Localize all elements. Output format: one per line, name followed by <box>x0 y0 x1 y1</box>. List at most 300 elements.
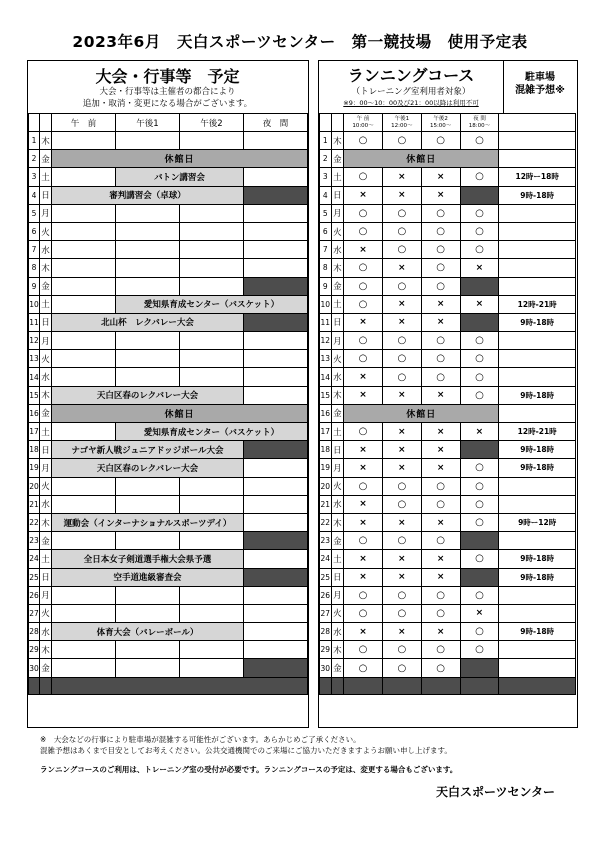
weekday: 木 <box>40 513 52 531</box>
empty-cell <box>52 332 116 350</box>
availability-mark: ○ <box>344 350 383 368</box>
weekday: 土 <box>40 550 52 568</box>
parking-forecast <box>499 604 576 622</box>
day-number: 27 <box>320 604 332 622</box>
availability-mark: × <box>382 386 421 404</box>
day-number: 15 <box>320 386 332 404</box>
availability-mark: × <box>344 568 383 586</box>
day-number: 7 <box>320 241 332 259</box>
empty-cell <box>52 641 116 659</box>
empty-cell <box>244 204 308 222</box>
unavailable-cell <box>460 568 499 586</box>
availability-mark: ○ <box>344 295 383 313</box>
availability-mark: × <box>382 168 421 186</box>
availability-mark: × <box>421 459 460 477</box>
weekday: 金 <box>331 532 344 550</box>
availability-mark: × <box>382 186 421 204</box>
table-row <box>29 586 308 604</box>
availability-mark: × <box>382 550 421 568</box>
weekday: 月 <box>331 459 344 477</box>
availability-mark: ○ <box>460 586 499 604</box>
unavailable-cell <box>244 186 308 204</box>
running-header-row <box>320 114 576 132</box>
empty-cell <box>244 386 308 404</box>
table-row <box>29 423 308 441</box>
empty-cell <box>180 204 244 222</box>
parking-forecast: 12時ー18時 <box>499 168 576 186</box>
unavailable-cell <box>460 277 499 295</box>
day-number: 26 <box>29 586 40 604</box>
table-row <box>320 150 576 168</box>
weekday: 日 <box>40 568 52 586</box>
availability-mark: ○ <box>344 532 383 550</box>
weekday: 月 <box>331 332 344 350</box>
availability-mark: ○ <box>344 222 383 240</box>
parking-forecast <box>499 241 576 259</box>
parking-forecast <box>499 368 576 386</box>
weekday: 水 <box>331 495 344 513</box>
header-name: 午後2 <box>433 116 448 122</box>
availability-mark: ○ <box>460 222 499 240</box>
table-row <box>320 623 576 641</box>
empty-cell <box>116 368 180 386</box>
table-row <box>29 259 308 277</box>
availability-mark: ○ <box>421 659 460 677</box>
empty-cell <box>244 459 308 477</box>
day-number: 8 <box>320 259 332 277</box>
parking-heading-line2: 混雑予想※ <box>515 85 565 96</box>
weekday: 火 <box>40 350 52 368</box>
availability-mark: ○ <box>460 477 499 495</box>
empty-cell <box>244 259 308 277</box>
unavailable-cell <box>460 186 499 204</box>
empty-cell <box>52 204 116 222</box>
availability-mark: ○ <box>382 277 421 295</box>
empty-cell <box>320 677 332 694</box>
table-row <box>320 550 576 568</box>
availability-mark: × <box>344 623 383 641</box>
weekday: 月 <box>331 586 344 604</box>
event-cell: バトン講習会 <box>116 168 244 186</box>
empty-cell <box>52 350 116 368</box>
empty-cell <box>52 368 116 386</box>
empty-cell <box>116 222 180 240</box>
day-number: 24 <box>320 550 332 568</box>
availability-mark: ○ <box>460 550 499 568</box>
table-row <box>29 313 308 331</box>
availability-mark: ○ <box>421 241 460 259</box>
empty-cell <box>244 350 308 368</box>
availability-mark: ○ <box>382 350 421 368</box>
empty-cell <box>116 532 180 550</box>
event-cell: 天白区春のレクバレー大会 <box>52 459 244 477</box>
availability-mark: ○ <box>421 132 460 150</box>
day-number: 5 <box>320 204 332 222</box>
parking-forecast <box>499 132 576 150</box>
empty-cell <box>29 677 40 694</box>
availability-mark: × <box>460 259 499 277</box>
availability-mark: × <box>421 441 460 459</box>
empty-cell <box>244 368 308 386</box>
availability-mark: ○ <box>460 623 499 641</box>
parking-forecast: 9時-18時 <box>499 568 576 586</box>
availability-mark: × <box>344 368 383 386</box>
availability-mark: ○ <box>421 586 460 604</box>
parking-forecast <box>499 204 576 222</box>
unavailable-cell <box>244 313 308 331</box>
day-number: 9 <box>320 277 332 295</box>
empty-cell <box>180 132 244 150</box>
weekday: 土 <box>40 423 52 441</box>
weekday: 月 <box>40 459 52 477</box>
closed-cell: 休館日 <box>52 404 308 422</box>
table-row <box>320 641 576 659</box>
availability-mark: × <box>382 513 421 531</box>
availability-mark: × <box>460 423 499 441</box>
running-subheading: （トレーニング室利用者対象） <box>351 87 471 97</box>
table-row <box>29 295 308 313</box>
day-number: 11 <box>29 313 40 331</box>
day-number: 24 <box>29 550 40 568</box>
availability-mark: × <box>344 386 383 404</box>
header-afternoon2: 午後2 <box>180 114 244 132</box>
empty-cell <box>116 586 180 604</box>
parking-forecast <box>499 641 576 659</box>
weekday: 土 <box>331 295 344 313</box>
availability-mark: × <box>421 313 460 331</box>
weekday: 木 <box>331 641 344 659</box>
empty-cell <box>244 495 308 513</box>
empty-cell <box>40 677 52 694</box>
empty-cell <box>116 641 180 659</box>
weekday: 月 <box>40 586 52 604</box>
empty-cell <box>244 477 308 495</box>
organization-name: 天白スポーツセンター <box>435 785 555 799</box>
weekday: 火 <box>40 222 52 240</box>
table-row <box>29 386 308 404</box>
running-heading: ランニングコース <box>347 66 475 85</box>
availability-mark: ○ <box>460 513 499 531</box>
availability-mark: ○ <box>421 604 460 622</box>
parking-forecast <box>499 222 576 240</box>
day-number: 17 <box>320 423 332 441</box>
empty-cell <box>244 586 308 604</box>
empty-cell <box>116 477 180 495</box>
table-row <box>29 132 308 150</box>
table-row <box>29 222 308 240</box>
availability-mark: ○ <box>382 659 421 677</box>
day-number: 13 <box>29 350 40 368</box>
weekday: 金 <box>40 532 52 550</box>
header-time: 15:00～ <box>429 122 452 129</box>
weekday: 日 <box>40 441 52 459</box>
day-number: 29 <box>320 641 332 659</box>
day-number: 16 <box>320 404 332 422</box>
header-night: 夜 間 <box>244 114 308 132</box>
parking-heading <box>503 61 576 113</box>
weekday: 水 <box>40 495 52 513</box>
availability-mark: ○ <box>460 132 499 150</box>
availability-mark: ○ <box>382 604 421 622</box>
empty-cell <box>244 168 308 186</box>
availability-mark: × <box>382 459 421 477</box>
weekday: 火 <box>331 477 344 495</box>
availability-mark: ○ <box>460 204 499 222</box>
weekday: 金 <box>40 404 52 422</box>
running-panel <box>318 60 578 728</box>
unavailable-cell <box>460 441 499 459</box>
header-name: 午後1 <box>394 116 410 122</box>
table-row <box>320 168 576 186</box>
table-row <box>29 568 308 586</box>
events-panel <box>27 60 309 728</box>
availability-mark: × <box>344 441 383 459</box>
weekday: 日 <box>40 186 52 204</box>
parking-forecast: 9時-18時 <box>499 550 576 568</box>
availability-mark: ○ <box>344 659 383 677</box>
availability-mark: ○ <box>460 459 499 477</box>
table-row <box>29 168 308 186</box>
parking-forecast: 9時-18時 <box>499 313 576 331</box>
parking-heading-line1: 駐車場 <box>525 72 555 83</box>
day-number: 19 <box>320 459 332 477</box>
availability-mark: × <box>421 186 460 204</box>
empty-cell <box>180 259 244 277</box>
parking-forecast: 9時-18時 <box>499 459 576 477</box>
events-heading: 大会・行事等 予定 <box>95 67 240 86</box>
empty-cell <box>180 241 244 259</box>
empty-cell <box>244 513 308 531</box>
page-title: 2023年6月 天白スポーツセンター 第一競技場 使用予定表 <box>72 33 528 51</box>
event-cell: 愛知県育成センター（バスケット） <box>116 295 308 313</box>
table-row <box>320 423 576 441</box>
unavailable-cell <box>244 659 308 677</box>
availability-mark: ○ <box>460 368 499 386</box>
table-row <box>29 532 308 550</box>
parking-forecast: 9時-18時 <box>499 623 576 641</box>
header-time: 18:00～ <box>468 122 491 129</box>
availability-mark: ○ <box>344 277 383 295</box>
availability-mark: ○ <box>421 277 460 295</box>
weekday: 日 <box>331 441 344 459</box>
empty-cell <box>52 604 116 622</box>
availability-mark: × <box>382 313 421 331</box>
day-number: 25 <box>29 568 40 586</box>
availability-mark: × <box>344 550 383 568</box>
availability-mark: ○ <box>421 204 460 222</box>
empty-cell <box>52 586 116 604</box>
day-number: 13 <box>320 350 332 368</box>
availability-mark: × <box>344 459 383 477</box>
availability-mark: ○ <box>382 477 421 495</box>
weekday: 水 <box>40 241 52 259</box>
weekday: 土 <box>331 168 344 186</box>
events-note-line2: 追加・取消・変更になる場合がございます。 <box>82 99 253 109</box>
event-cell: ナゴヤ新人戦ジュニアドッジボール大会 <box>52 441 244 459</box>
empty-cell <box>244 132 308 150</box>
empty-cell <box>244 641 308 659</box>
table-row <box>320 132 576 150</box>
empty-cell <box>116 604 180 622</box>
table-row <box>29 550 308 568</box>
table-row <box>320 459 576 477</box>
table-row <box>29 404 308 422</box>
empty-cell <box>52 423 116 441</box>
availability-mark: ○ <box>344 423 383 441</box>
day-number: 22 <box>29 513 40 531</box>
empty-cell <box>52 295 116 313</box>
event-cell: 体育大会（バレーボール） <box>52 623 244 641</box>
parking-forecast: 9時-18時 <box>499 186 576 204</box>
footnote-2: 混雑予想はあくまで目安としてお考えください。公共交通機関でのご来場にご協力いただきますようお願い申し上げます。 <box>40 746 452 755</box>
table-row <box>320 222 576 240</box>
availability-mark: ○ <box>460 332 499 350</box>
weekday: 土 <box>331 550 344 568</box>
table-row <box>29 368 308 386</box>
day-number: 21 <box>320 495 332 513</box>
availability-mark: ○ <box>460 168 499 186</box>
parking-forecast <box>499 277 576 295</box>
table-row <box>29 186 308 204</box>
empty-cell <box>116 241 180 259</box>
header-night <box>460 114 499 132</box>
parking-forecast: 12時-21時 <box>499 295 576 313</box>
table-row <box>29 150 308 168</box>
parking-forecast <box>499 477 576 495</box>
weekday: 土 <box>40 168 52 186</box>
availability-mark: ○ <box>382 641 421 659</box>
availability-mark: ○ <box>344 477 383 495</box>
parking-forecast <box>499 332 576 350</box>
day-number: 1 <box>320 132 332 150</box>
day-number: 29 <box>29 641 40 659</box>
weekday: 火 <box>331 222 344 240</box>
empty-cell <box>244 222 308 240</box>
availability-mark: × <box>382 623 421 641</box>
availability-mark: ○ <box>344 332 383 350</box>
availability-mark: × <box>382 441 421 459</box>
empty-cell <box>116 132 180 150</box>
availability-mark: ○ <box>382 332 421 350</box>
empty-cell <box>116 332 180 350</box>
empty-cell <box>52 659 116 677</box>
day-number: 8 <box>29 259 40 277</box>
table-row <box>29 241 308 259</box>
unavailable-cell <box>244 532 308 550</box>
table-row <box>320 386 576 404</box>
table-row <box>320 332 576 350</box>
weekday: 水 <box>331 241 344 259</box>
table-row <box>320 295 576 313</box>
empty-cell <box>52 259 116 277</box>
weekday: 月 <box>40 332 52 350</box>
day-number: 27 <box>29 604 40 622</box>
availability-mark: ○ <box>460 241 499 259</box>
empty-cell <box>52 168 116 186</box>
empty-cell <box>52 677 308 694</box>
day-number: 16 <box>29 404 40 422</box>
availability-mark: ○ <box>421 477 460 495</box>
table-row <box>320 677 576 694</box>
availability-mark: × <box>344 495 383 513</box>
availability-mark: × <box>382 259 421 277</box>
empty-cell <box>382 677 421 694</box>
availability-mark: ○ <box>460 386 499 404</box>
day-number: 7 <box>29 241 40 259</box>
availability-mark: ○ <box>421 368 460 386</box>
empty-cell <box>421 677 460 694</box>
header-afternoon1 <box>382 114 421 132</box>
day-number: 14 <box>29 368 40 386</box>
weekday: 金 <box>331 659 344 677</box>
table-row <box>320 441 576 459</box>
empty-cell <box>116 259 180 277</box>
availability-mark: ○ <box>421 641 460 659</box>
day-number: 18 <box>29 441 40 459</box>
weekday: 日 <box>331 568 344 586</box>
header-blank <box>499 114 576 132</box>
parking-forecast <box>499 404 576 422</box>
empty-cell <box>180 659 244 677</box>
event-cell: 全日本女子剣道選手権大会県予選 <box>52 550 244 568</box>
availability-mark: × <box>382 423 421 441</box>
empty-cell <box>180 495 244 513</box>
day-number: 9 <box>29 277 40 295</box>
header-morning: 午 前 <box>52 114 116 132</box>
table-row <box>29 641 308 659</box>
weekday: 土 <box>331 423 344 441</box>
day-number: 2 <box>29 150 40 168</box>
availability-mark: ○ <box>460 641 499 659</box>
day-number: 2 <box>320 150 332 168</box>
availability-mark: × <box>344 186 383 204</box>
table-row <box>320 513 576 531</box>
table-row <box>29 441 308 459</box>
empty-cell <box>244 550 308 568</box>
unavailable-cell <box>244 277 308 295</box>
header-morning <box>344 114 383 132</box>
availability-mark: × <box>421 550 460 568</box>
table-row <box>320 368 576 386</box>
weekday: 木 <box>40 132 52 150</box>
header-name: 午 前 <box>356 116 370 122</box>
weekday: 水 <box>40 623 52 641</box>
day-number: 28 <box>320 623 332 641</box>
availability-mark: × <box>382 295 421 313</box>
weekday: 火 <box>40 604 52 622</box>
empty-cell <box>244 332 308 350</box>
parking-forecast <box>499 659 576 677</box>
availability-mark: × <box>344 513 383 531</box>
header-afternoon2 <box>421 114 460 132</box>
event-cell: 北山杯 レクバレー大会 <box>52 313 244 331</box>
day-number: 3 <box>320 168 332 186</box>
availability-mark: ○ <box>382 222 421 240</box>
table-row <box>29 459 308 477</box>
table-row <box>320 532 576 550</box>
day-number: 6 <box>320 222 332 240</box>
weekday: 日 <box>331 186 344 204</box>
events-header-row <box>29 114 308 132</box>
availability-mark: ○ <box>344 641 383 659</box>
weekday: 木 <box>40 259 52 277</box>
table-row <box>320 659 576 677</box>
day-number: 12 <box>320 332 332 350</box>
unavailable-cell <box>460 313 499 331</box>
day-number: 4 <box>29 186 40 204</box>
availability-mark: × <box>421 623 460 641</box>
running-table <box>319 113 576 695</box>
